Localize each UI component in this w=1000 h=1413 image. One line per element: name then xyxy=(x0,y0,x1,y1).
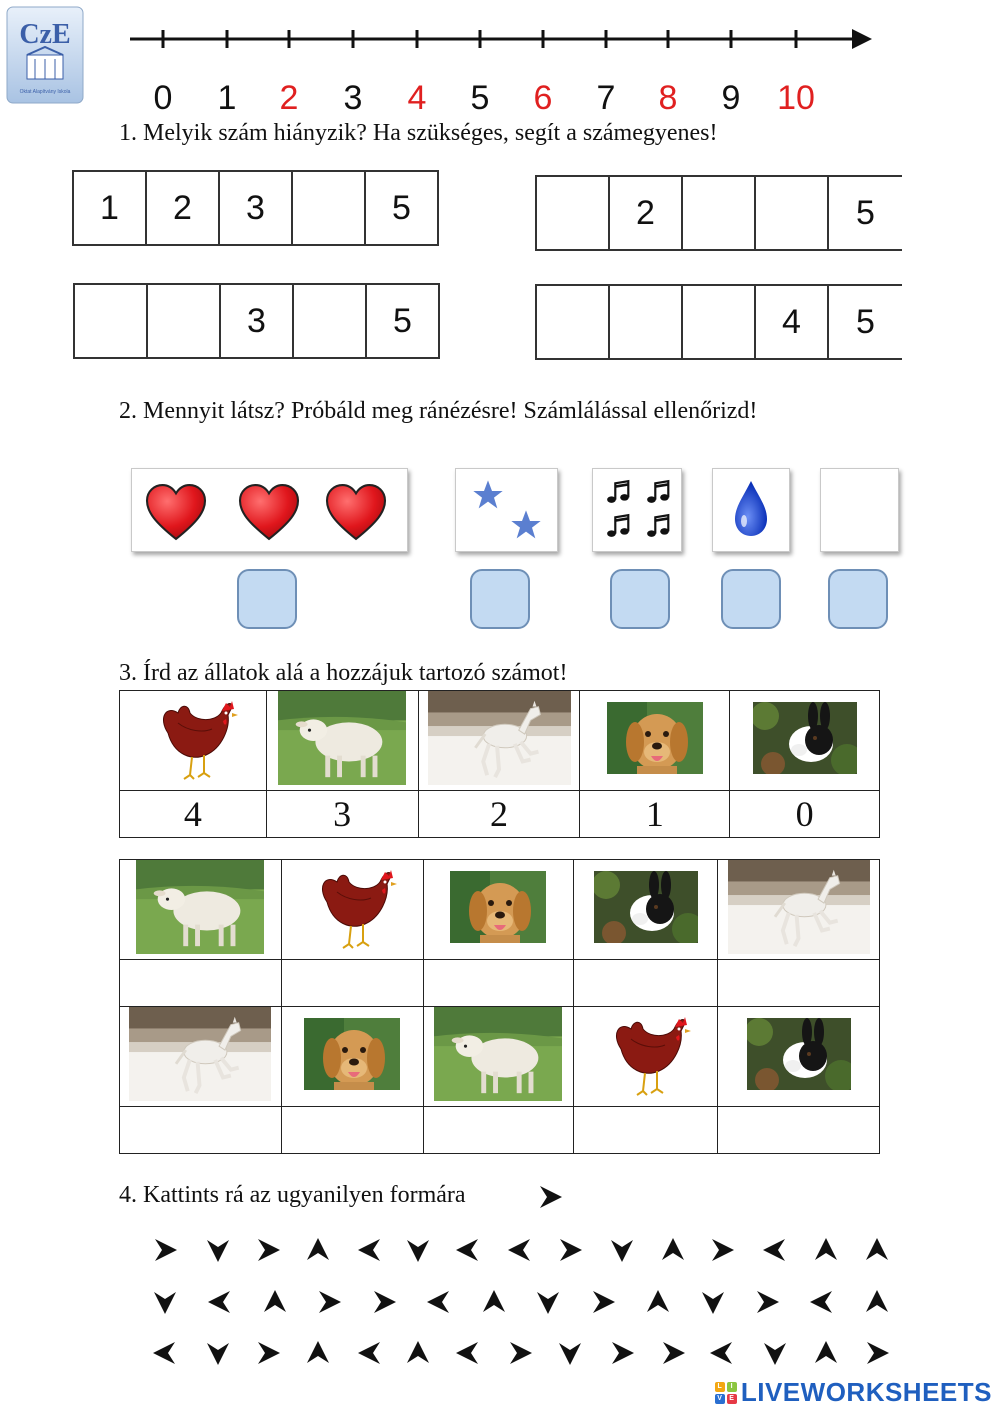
answer-box[interactable] xyxy=(237,569,297,629)
arrow-up-icon[interactable] xyxy=(303,1235,333,1265)
sequence-4 xyxy=(535,284,902,360)
lamb-picture xyxy=(423,1007,574,1107)
brand-text: LIVEWORKSHEETS xyxy=(740,1377,992,1407)
animal-answer-cell[interactable] xyxy=(423,1107,574,1154)
arrow-down-icon[interactable] xyxy=(698,1287,728,1317)
rabbit-picture xyxy=(730,691,880,791)
sequence-3 xyxy=(73,283,440,359)
number-line-label: 5 xyxy=(470,79,490,117)
lamb-picture xyxy=(266,691,418,791)
answer-box[interactable] xyxy=(828,569,888,629)
arrow-right-icon[interactable] xyxy=(707,1235,737,1265)
arrow-left-icon[interactable] xyxy=(453,1338,483,1368)
arrow-up-icon[interactable] xyxy=(658,1235,688,1265)
sequence-blank-cell[interactable] xyxy=(610,286,683,358)
arrow-right-icon[interactable] xyxy=(555,1235,585,1265)
task2-title: 2. Mennyit látsz? Próbáld meg ránézésre! Számlálással ellenőrizd! xyxy=(119,398,758,424)
music-note-icon xyxy=(647,481,669,503)
answer-box[interactable] xyxy=(470,569,530,629)
target-arrow-right-icon xyxy=(535,1182,565,1212)
number-line xyxy=(130,22,875,117)
arrow-up-icon[interactable] xyxy=(811,1338,841,1368)
svg-text:Oktat Alapítvány Iskola: Oktat Alapítvány Iskola xyxy=(19,89,71,95)
sequence-number-cell: 2 xyxy=(610,177,683,249)
arrow-left-icon[interactable] xyxy=(760,1235,790,1265)
empty-card xyxy=(820,468,899,552)
stars-card xyxy=(455,468,558,552)
answer-box[interactable] xyxy=(610,569,670,629)
sequence-blank-cell[interactable] xyxy=(293,172,366,244)
sequence-number-cell: 5 xyxy=(856,302,875,341)
arrow-down-icon[interactable] xyxy=(150,1287,180,1317)
lamb-picture xyxy=(120,860,282,960)
arrow-down-icon[interactable] xyxy=(555,1338,585,1368)
sequence-number-cell: 4 xyxy=(756,286,829,358)
dog-picture xyxy=(281,1007,423,1107)
music-note-icon xyxy=(647,515,669,537)
sequence-number-cell: 3 xyxy=(220,172,293,244)
arrow-up-icon[interactable] xyxy=(479,1287,509,1317)
sequence-blank-cell[interactable] xyxy=(294,285,367,357)
sequence-number-cell: 5 xyxy=(856,193,875,232)
arrow-left-icon[interactable] xyxy=(355,1235,385,1265)
arrow-down-icon[interactable] xyxy=(760,1338,790,1368)
number-line-label: 2 xyxy=(279,79,299,117)
dog-picture xyxy=(580,691,730,791)
liveworksheets-logo xyxy=(715,1377,992,1408)
number-line-label: 3 xyxy=(343,79,363,117)
animal-key-table xyxy=(119,690,880,838)
heart-icon xyxy=(240,485,298,539)
arrow-up-icon[interactable] xyxy=(811,1235,841,1265)
horse-picture xyxy=(718,860,880,960)
animal-answer-cell[interactable] xyxy=(281,1107,423,1154)
sequence-blank-cell[interactable] xyxy=(537,177,610,249)
animal-number: 1 xyxy=(580,791,730,838)
rabbit-picture xyxy=(574,860,718,960)
arrow-right-icon[interactable] xyxy=(658,1338,688,1368)
arrow-left-icon[interactable] xyxy=(150,1338,180,1368)
drop-card xyxy=(712,468,790,552)
animal-number: 3 xyxy=(266,791,418,838)
number-line-label: 10 xyxy=(777,79,815,117)
sequence-number-cell: 3 xyxy=(221,285,294,357)
arrow-up-icon[interactable] xyxy=(862,1287,892,1317)
arrow-right-icon[interactable] xyxy=(588,1287,618,1317)
notes-card xyxy=(592,468,682,552)
horse-picture xyxy=(418,691,580,791)
arrow-up-icon[interactable] xyxy=(403,1338,433,1368)
arrow-right-icon[interactable] xyxy=(150,1235,180,1265)
number-line-label: 1 xyxy=(217,79,237,117)
arrow-right-icon[interactable] xyxy=(505,1338,535,1368)
animal-answer-cell[interactable] xyxy=(423,960,574,1007)
arrow-right-icon[interactable] xyxy=(752,1287,782,1317)
water-drop-icon xyxy=(735,481,767,536)
arrow-left-icon[interactable] xyxy=(453,1235,483,1265)
task4-title: 4. Kattints rá az ugyanilyen formára xyxy=(119,1182,466,1208)
arrow-right-icon[interactable] xyxy=(253,1338,283,1368)
answer-box[interactable] xyxy=(721,569,781,629)
sequence-2 xyxy=(535,175,902,251)
hen-picture xyxy=(574,1007,718,1107)
animal-answer-cell[interactable] xyxy=(574,960,718,1007)
music-note-icon xyxy=(607,515,629,537)
animal-answer-cell[interactable] xyxy=(281,960,423,1007)
arrow-left-icon[interactable] xyxy=(424,1287,454,1317)
dog-picture xyxy=(423,860,574,960)
animal-exercise-table xyxy=(119,859,880,1154)
animal-answer-cell[interactable] xyxy=(120,960,282,1007)
sequence-1 xyxy=(72,170,439,246)
arrow-left-icon[interactable] xyxy=(707,1338,737,1368)
sequence-number-cell: 5 xyxy=(366,172,439,244)
sequence-blank-cell[interactable] xyxy=(148,285,221,357)
sequence-blank-cell[interactable] xyxy=(683,177,756,249)
school-logo xyxy=(5,5,85,105)
heart-icon xyxy=(147,485,205,539)
liveworksheets-icon: L I V E xyxy=(715,1382,737,1404)
animal-number: 0 xyxy=(730,791,880,838)
number-line-label: 4 xyxy=(407,79,427,117)
number-line-label: 7 xyxy=(596,79,616,117)
sequence-blank-cell[interactable] xyxy=(537,286,610,358)
task3-title: 3. Írd az állatok alá a hozzájuk tartozó számot! xyxy=(119,660,568,686)
star-icon xyxy=(511,510,540,538)
rabbit-picture xyxy=(718,1007,880,1107)
arrow-right-icon[interactable] xyxy=(369,1287,399,1317)
arrow-up-icon[interactable] xyxy=(643,1287,673,1317)
arrow-down-icon[interactable] xyxy=(403,1235,433,1265)
arrow-left-icon[interactable] xyxy=(505,1235,535,1265)
task1-title: 1. Melyik szám hiányzik? Ha szükséges, segít a számegyenes! xyxy=(119,120,718,146)
animal-number: 4 xyxy=(120,791,267,838)
arrow-left-icon[interactable] xyxy=(355,1338,385,1368)
arrow-up-icon[interactable] xyxy=(862,1235,892,1265)
animal-answer-cell[interactable] xyxy=(718,1107,880,1154)
animal-answer-cell[interactable] xyxy=(718,960,880,1007)
hen-picture xyxy=(120,691,267,791)
number-line-label: 9 xyxy=(721,79,741,117)
arrow-down-icon[interactable] xyxy=(607,1235,637,1265)
number-line-label: 0 xyxy=(153,79,173,117)
sequence-blank-cell[interactable] xyxy=(75,285,148,357)
music-note-icon xyxy=(607,481,629,503)
sequence-blank-cell[interactable] xyxy=(683,286,756,358)
animal-number: 2 xyxy=(418,791,580,838)
arrow-left-icon[interactable] xyxy=(205,1287,235,1317)
arrow-right-icon[interactable] xyxy=(314,1287,344,1317)
star-icon xyxy=(473,480,502,508)
arrow-up-icon[interactable] xyxy=(303,1338,333,1368)
arrow-up-icon[interactable] xyxy=(260,1287,290,1317)
arrow-down-icon[interactable] xyxy=(203,1235,233,1265)
animal-answer-cell[interactable] xyxy=(120,1107,282,1154)
number-line-label: 8 xyxy=(658,79,678,117)
arrow-down-icon[interactable] xyxy=(533,1287,563,1317)
arrow-right-icon[interactable] xyxy=(607,1338,637,1368)
animal-answer-cell[interactable] xyxy=(574,1107,718,1154)
sequence-number-cell: 2 xyxy=(147,172,220,244)
horse-picture xyxy=(120,1007,282,1107)
hearts-card xyxy=(131,468,408,552)
heart-icon xyxy=(327,485,385,539)
arrow-right-icon[interactable] xyxy=(862,1338,892,1368)
svg-text:CzE: CzE xyxy=(19,19,71,50)
number-line-label: 6 xyxy=(533,79,553,117)
hen-picture xyxy=(281,860,423,960)
arrow-left-icon[interactable] xyxy=(807,1287,837,1317)
sequence-blank-cell[interactable] xyxy=(756,177,829,249)
arrow-right-icon[interactable] xyxy=(253,1235,283,1265)
arrow-down-icon[interactable] xyxy=(203,1338,233,1368)
sequence-number-cell: 5 xyxy=(367,285,440,357)
sequence-number-cell: 1 xyxy=(74,172,147,244)
